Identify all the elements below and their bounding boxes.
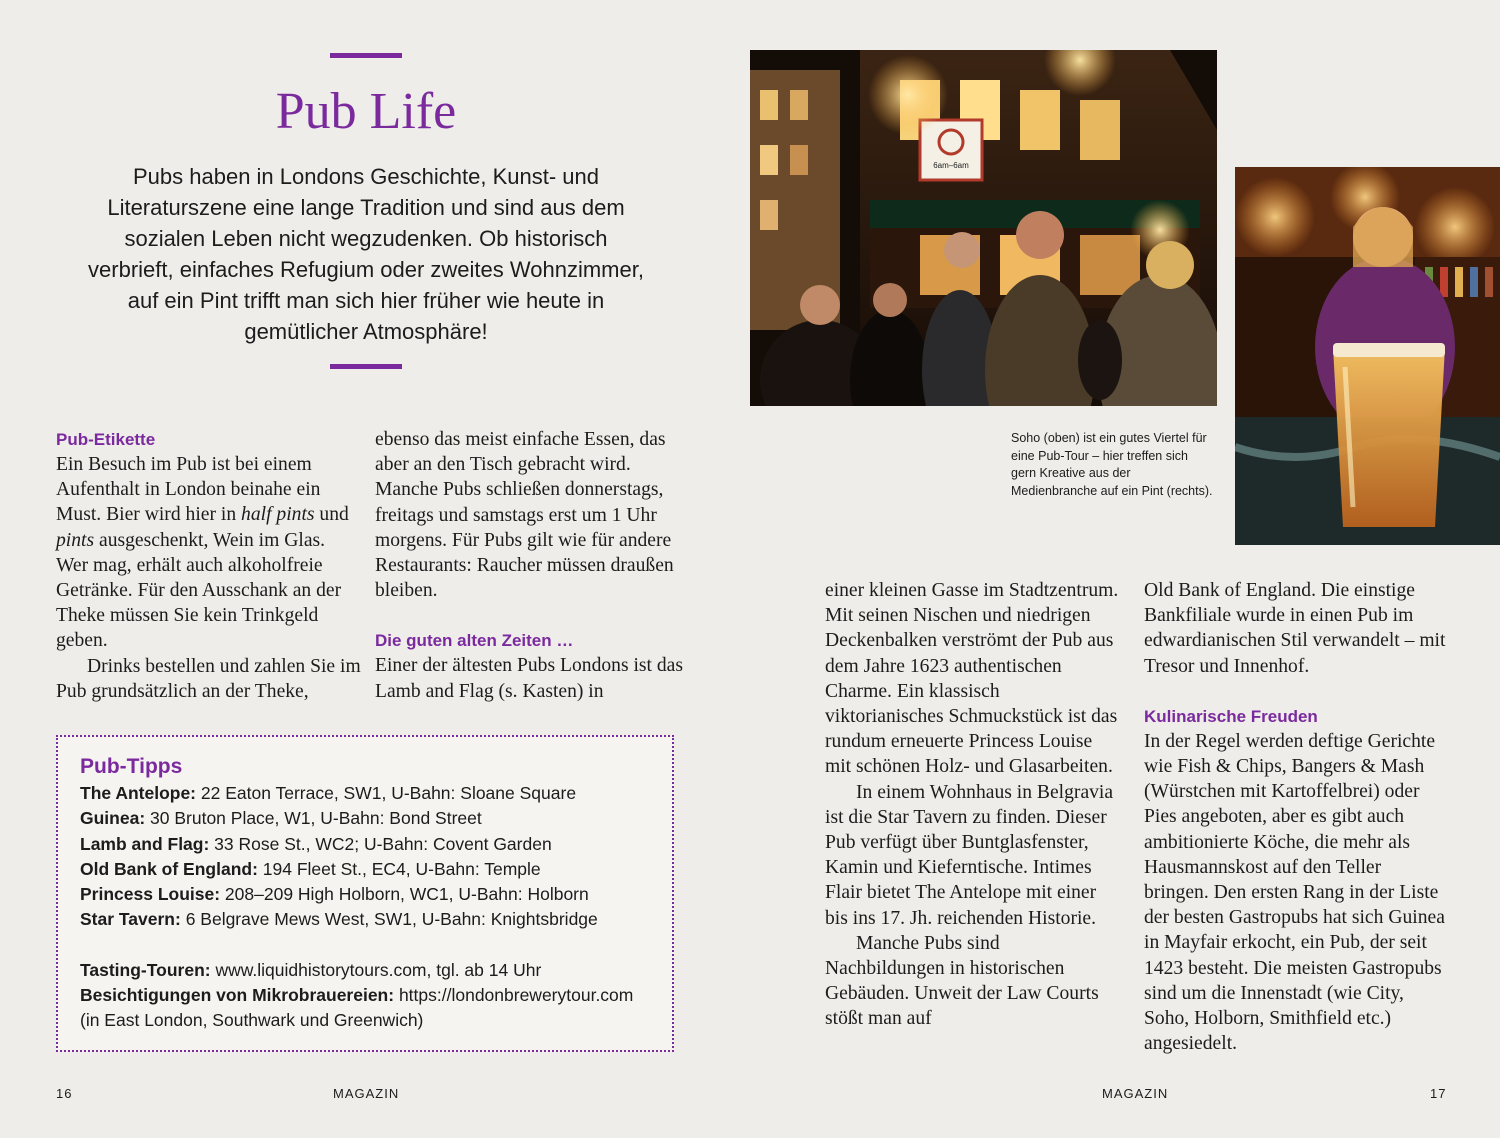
- tip-item: [80, 857, 650, 882]
- photo-soho-pub-night: [750, 50, 1217, 406]
- tip-name: Guinea:: [80, 808, 146, 829]
- tip-item: [80, 781, 650, 806]
- emphasis: pints: [56, 529, 95, 551]
- tip-text: 30 Bruton Place, W1, U-Bahn: Bond Street: [145, 808, 482, 829]
- text-span: Ein Besuch im Pub ist bei einem Aufenthalt in London beinahe ein Must. Bier wird hier in: [56, 454, 321, 526]
- tasting-label: Tasting-Touren:: [80, 959, 211, 980]
- title-rule-top: [330, 53, 402, 58]
- tip-item: [80, 832, 650, 857]
- pub-tips-box: [56, 735, 674, 1052]
- tip-item: [80, 882, 650, 907]
- photo-soho-illustration: [750, 50, 1217, 406]
- column-1: [56, 427, 361, 704]
- tip-text: 194 Fleet St., EC4, U-Bahn: Temple: [257, 858, 541, 879]
- brewery-tours: [80, 983, 640, 1034]
- heading-pub-etikette: Pub-Etikette: [56, 430, 156, 449]
- tip-text: 22 Eaton Terrace, SW1, U-Bahn: Sloane Square: [196, 783, 577, 803]
- photo-sign-text: 6am–6am: [933, 161, 969, 170]
- paragraph: ebenso das meist einfache Essen, das aber an den Tisch gebracht wird. Manche Pubs schließen donnerstags, freitags und samstags erst um 1 Uhr morgens. Für Pubs gilt wie für andere Restaurants: Raucher müssen draußen bleiben.: [375, 429, 674, 602]
- tasting-text: www.liquidhistorytours.com, tgl. ab 14 Uhr: [210, 959, 542, 980]
- paragraph: Einer der ältesten Pubs Londons ist das Lamb and Flag (s. Kasten) in: [375, 655, 684, 702]
- tip-name: Star Tavern:: [80, 909, 181, 930]
- photo-bar-pint: [1235, 167, 1500, 545]
- tip-text: 33 Rose St., WC2; U-Bahn: Covent Garden: [209, 833, 552, 854]
- title-rule-bottom: [330, 364, 402, 369]
- page-number-right: 17: [1430, 1086, 1447, 1101]
- tip-name: Princess Louise:: [80, 884, 221, 905]
- paragraph: In der Regel werden deftige Gerichte wie Fish & Chips, Bangers & Mash (Würstchen mit Kartoffelbrei) oder Pies angeboten, aber es gibt auch ambitionierte Köche, die mehr als Hausmannskost auf den Teller bringen. Den ersten Rang in der Liste der besten Gastropubs hat sich Guinea in Mayfair erkocht, ein Pub, der seit 1423 besteht. Die meisten Gastropubs sind um die Innenstadt (wie City, Soho, Holborn, Smithfield etc.) angesiedelt.: [1144, 730, 1445, 1055]
- tip-text: 208–209 High Holborn, WC1, U-Bahn: Holborn: [220, 884, 589, 905]
- text-span: ausgeschenkt, Wein im Glas. Wer mag, erhält auch alkoholfreie Getränke. Für den Ausschank an der Theke müssen Sie kein Trinkgeld geben.: [56, 529, 342, 652]
- tasting-tours: [80, 958, 650, 983]
- tip-name: Old Bank of England:: [80, 858, 258, 879]
- page-title: Pub Life: [275, 83, 457, 140]
- running-footer-right: MAGAZIN: [1102, 1086, 1169, 1101]
- column-4: [1144, 578, 1448, 1056]
- paragraph: Manche Pubs sind Nachbildungen in historischen Gebäuden. Unweit der Law Courts stößt man auf: [825, 932, 1099, 1030]
- page-number-left: 16: [56, 1086, 73, 1101]
- pub-tips-title: Pub-Tipps: [80, 755, 183, 778]
- tip-text: 6 Belgrave Mews West, SW1, U-Bahn: Knightsbridge: [180, 909, 598, 930]
- column-3: [825, 578, 1121, 1032]
- photo-pint-illustration: [1235, 167, 1500, 545]
- column-2: [375, 427, 683, 704]
- paragraph: Old Bank of England. Die einstige Bankfiliale wurde in einen Pub im edwardianischen Stil verwandelt – mit Tresor und Innenhof.: [1144, 580, 1446, 677]
- paragraph: [56, 452, 361, 654]
- emphasis: half pints: [241, 504, 315, 526]
- text-span: und: [314, 504, 349, 526]
- running-footer-left: MAGAZIN: [333, 1086, 400, 1101]
- heading-alte-zeiten: Die guten alten Zeiten …: [375, 631, 574, 651]
- tip-name: Lamb and Flag:: [80, 833, 210, 854]
- paragraph: Drinks bestellen und zahlen Sie im Pub grundsätzlich an der Theke,: [56, 655, 361, 702]
- paragraph: einer kleinen Gasse im Stadtzentrum. Mit seinen Nischen und niedrigen Deckenbalken verströmt der Pub aus dem Jahre 1623 authentischen Charme. Ein klassisch viktorianisches Schmuckstück ist das rundum erneuerte Princess Louise mit schönen Holz- und Glasarbeiten.: [825, 580, 1119, 778]
- paragraph: In einem Wohnhaus in Belgravia ist die Star Tavern zu finden. Dieser Pub verfügt über Buntglasfenster, Kamin und Kieferntische. Intimes Flair bietet The Antelope mit einer bis ins 17. Jh. reichenden Historie.: [825, 781, 1114, 929]
- tip-item: [80, 907, 650, 932]
- brewery-label: Besichtigungen von Mikrobrauereien:: [80, 985, 395, 1006]
- brewery-text: https://londonbrewerytour.com (in East London, Southwark und Greenwich): [80, 985, 634, 1031]
- photo-caption: Soho (oben) ist ein gutes Viertel für eine Pub-Tour – hier treffen sich gern Kreative aus der Medienbranche auf ein Pint (rechts).: [1011, 431, 1213, 498]
- heading-kulinarische-freuden: Kulinarische Freuden: [1144, 706, 1318, 726]
- tip-name: The Antelope:: [80, 783, 197, 803]
- tip-item: [80, 806, 650, 831]
- intro-text: Pubs haben in Londons Geschichte, Kunst- und Literaturszene eine lange Tradition und sind aus dem sozialen Leben nicht wegzudenken. Ob historisch verbrieft, einfaches Refugium oder zweites Wohnzimmer, auf ein Pint trifft man sich hier früher wie heute in gemütlicher Atmosphäre!: [88, 164, 644, 344]
